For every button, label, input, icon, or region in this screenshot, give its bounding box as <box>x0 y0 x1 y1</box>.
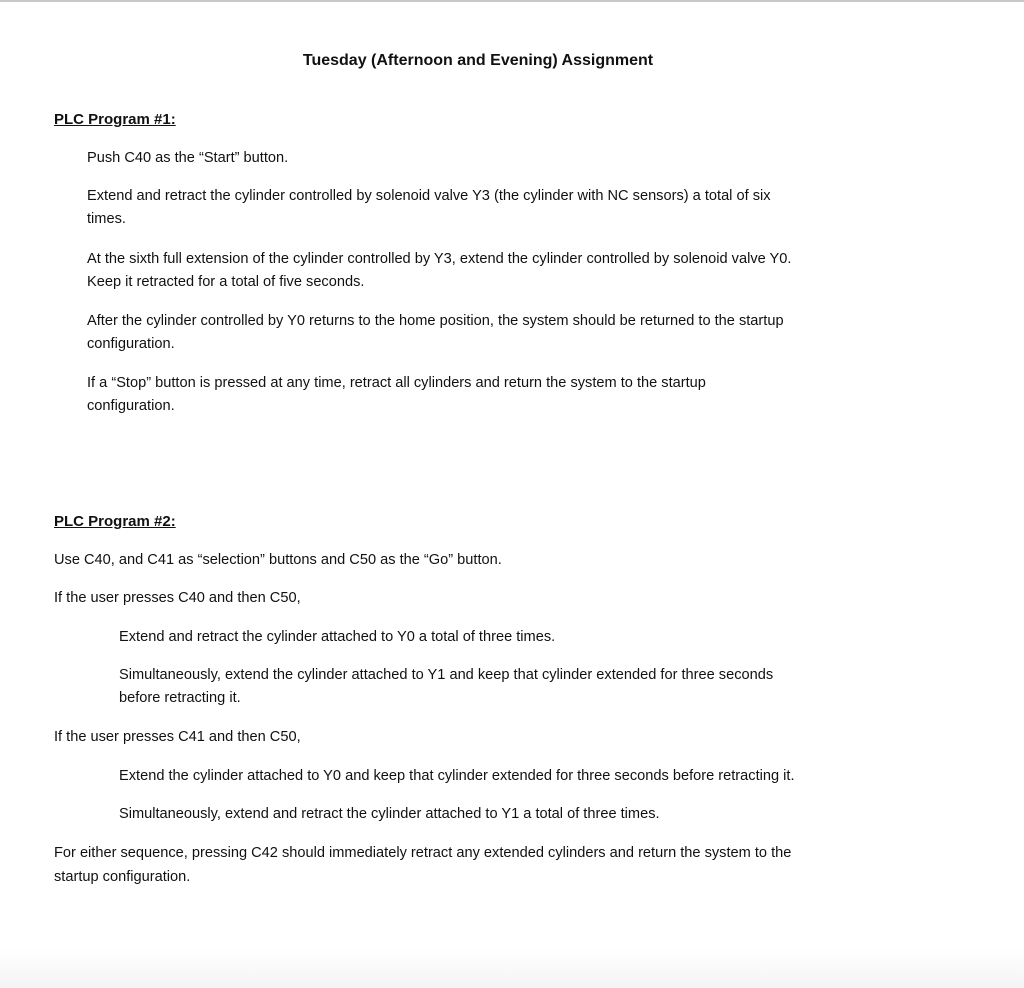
program2-closing: For either sequence, pressing C42 should immediately retract any extended cylinders and return the system to the <box>54 845 792 861</box>
program1-paragraph: Push C40 as the “Start” button. <box>87 150 289 166</box>
case1-step: Simultaneously, extend the cylinder attached to Y1 and keep that cylinder extended for three seconds <box>119 667 774 683</box>
program1-heading: PLC Program #1: <box>54 111 176 128</box>
program1-paragraph: If a “Stop” button is pressed at any time, retract all cylinders and return the system to the startup <box>87 375 706 391</box>
case2-step: Extend the cylinder attached to Y0 and keep that cylinder extended for three seconds before retracting it. <box>119 768 795 784</box>
case2-step: Simultaneously, extend and retract the cylinder attached to Y1 a total of three times. <box>119 806 660 822</box>
program1-paragraph: times. <box>87 211 126 227</box>
program1-paragraph: configuration. <box>87 336 175 352</box>
case1-step: Extend and retract the cylinder attached to Y0 a total of three times. <box>119 629 556 645</box>
page-bottom-shadow <box>0 948 1024 988</box>
program2-case2: If the user presses C41 and then C50, <box>54 729 301 745</box>
program2-intro: Use C40, and C41 as “selection” buttons and C50 as the “Go” button. <box>54 552 502 568</box>
program2-case1: If the user presses C40 and then C50, <box>54 590 301 606</box>
case1-step: before retracting it. <box>119 690 241 706</box>
program1-paragraph: At the sixth full extension of the cylinder controlled by Y3, extend the cylinder controlled by solenoid valve Y0. <box>87 251 792 267</box>
program2-closing: startup configuration. <box>54 869 191 885</box>
program1-paragraph: After the cylinder controlled by Y0 returns to the home position, the system should be returned to the startup <box>87 313 784 329</box>
page-top-border <box>0 0 1024 2</box>
program1-paragraph: Extend and retract the cylinder controlled by solenoid valve Y3 (the cylinder with NC sensors) a total of six <box>87 188 771 204</box>
document-title: Tuesday (Afternoon and Evening) Assignment <box>302 52 654 69</box>
program2-heading: PLC Program #2: <box>54 513 176 530</box>
program1-paragraph: configuration. <box>87 398 175 414</box>
program1-paragraph: Keep it retracted for a total of five seconds. <box>87 274 365 290</box>
